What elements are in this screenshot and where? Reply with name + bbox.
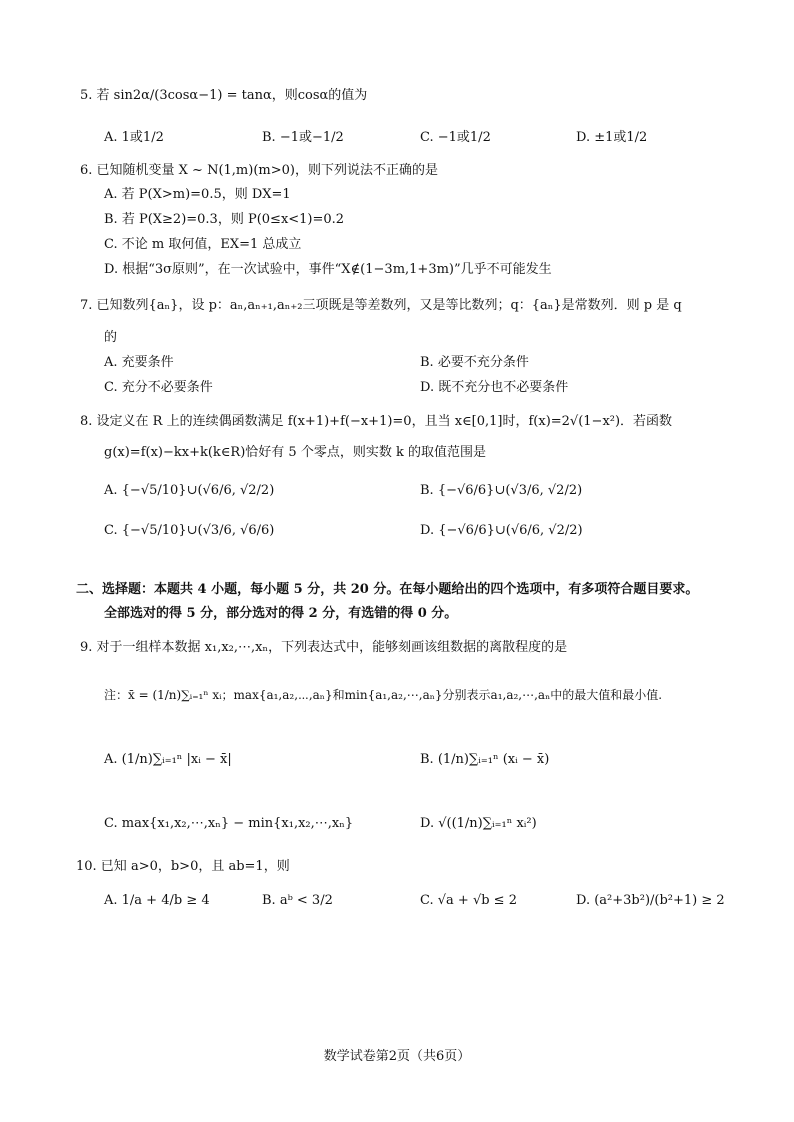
q7-option-a: A. 充要条件 [104,355,174,370]
question-5-stem: 5. 若 sin2α/(3cosα−1) = tanα，则cosα的值为 [80,88,368,103]
q8-option-b: B. {−√6/6}∪(√3/6, √2/2) [420,483,583,498]
q8-option-a: A. {−√5/10}∪(√6/6, √2/2) [104,483,275,498]
q9-option-c: C. max{x₁,x₂,⋯,xₙ} − min{x₁,x₂,⋯,xₙ} [104,816,354,831]
question-8-stem-cont: g(x)=f(x)−kx+k(k∈R)恰好有 5 个零点，则实数 k 的取值范围是 [104,445,486,460]
q6-option-d: D. 根据“3σ原则”，在一次试验中，事件“X∉(1−3m,1+3m)”几乎不可能发生 [104,262,552,277]
q10-option-d: D. (a²+3b²)/(b²+1) ≥ 2 [576,893,725,908]
q6-option-a: A. 若 P(X>m)=0.5，则 DX=1 [104,187,291,202]
q5-option-d: D. ±1或1/2 [576,130,648,145]
q6-option-c: C. 不论 m 取何值，EX=1 总成立 [104,237,302,252]
q5-option-a: A. 1或1/2 [104,130,164,145]
q7-option-b: B. 必要不充分条件 [420,355,529,370]
q7-option-c: C. 充分不必要条件 [104,380,213,395]
q8-option-c: C. {−√5/10}∪(√3/6, √6/6) [104,523,275,538]
question-7-stem-cont: 的 [104,330,118,345]
q5-option-b: B. −1或−1/2 [262,130,344,145]
question-8-stem: 8. 设定义在 R 上的连续偶函数满足 f(x+1)+f(−x+1)=0，且当 x∈[0,1]时，f(x)=2√(1−x²)．若函数 [80,414,673,429]
q6-option-b: B. 若 P(X≥2)=0.3，则 P(0≤x<1)=0.2 [104,212,345,227]
q7-option-d: D. 既不充分也不必要条件 [420,380,569,395]
question-6-stem: 6. 已知随机变量 X ~ N(1,m)(m>0)，则下列说法不正确的是 [80,163,438,178]
section-2-instructions: 全部选对的得 5 分，部分选对的得 2 分，有选错的得 0 分。 [104,606,458,621]
question-10-stem: 10. 已知 a>0，b>0，且 ab=1，则 [76,859,290,874]
question-7-stem: 7. 已知数列{aₙ}，设 p：aₙ,aₙ₊₁,aₙ₊₂三项既是等差数列，又是等比数列；q：{aₙ}是常数列．则 p 是 q [80,298,682,313]
q9-option-b: B. (1/n)∑ᵢ₌₁ⁿ (xᵢ − x̄) [420,752,550,767]
question-9-note: 注：x̄ = (1/n)∑ᵢ₌₁ⁿ xᵢ；max{a₁,a₂,⋯,aₙ}和min{a₁,a₂,⋯,aₙ}分别表示a₁,a₂,⋯,aₙ中的最大值和最小值. [104,688,663,702]
q10-option-c: C. √a + √b ≤ 2 [420,893,517,908]
q10-option-b: B. aᵇ < 3/2 [262,893,333,908]
q9-option-d: D. √((1/n)∑ᵢ₌₁ⁿ xᵢ²) [420,816,537,831]
page-footer: 数学试卷第2页（共6页） [323,1049,471,1064]
q8-option-d: D. {−√6/6}∪(√6/6, √2/2) [420,523,583,538]
section-2-heading: 二、选择题：本题共 4 小题，每小题 5 分，共 20 分。在每小题给出的四个选项中，有多项符合题目要求。 [76,582,699,597]
q9-option-a: A. (1/n)∑ᵢ₌₁ⁿ |xᵢ − x̄| [104,752,232,767]
q5-option-c: C. −1或1/2 [420,130,491,145]
question-9-stem: 9. 对于一组样本数据 x₁,x₂,⋯,xₙ，下列表达式中，能够刻画该组数据的离散程度的是 [80,640,568,655]
q10-option-a: A. 1/a + 4/b ≥ 4 [104,893,210,908]
